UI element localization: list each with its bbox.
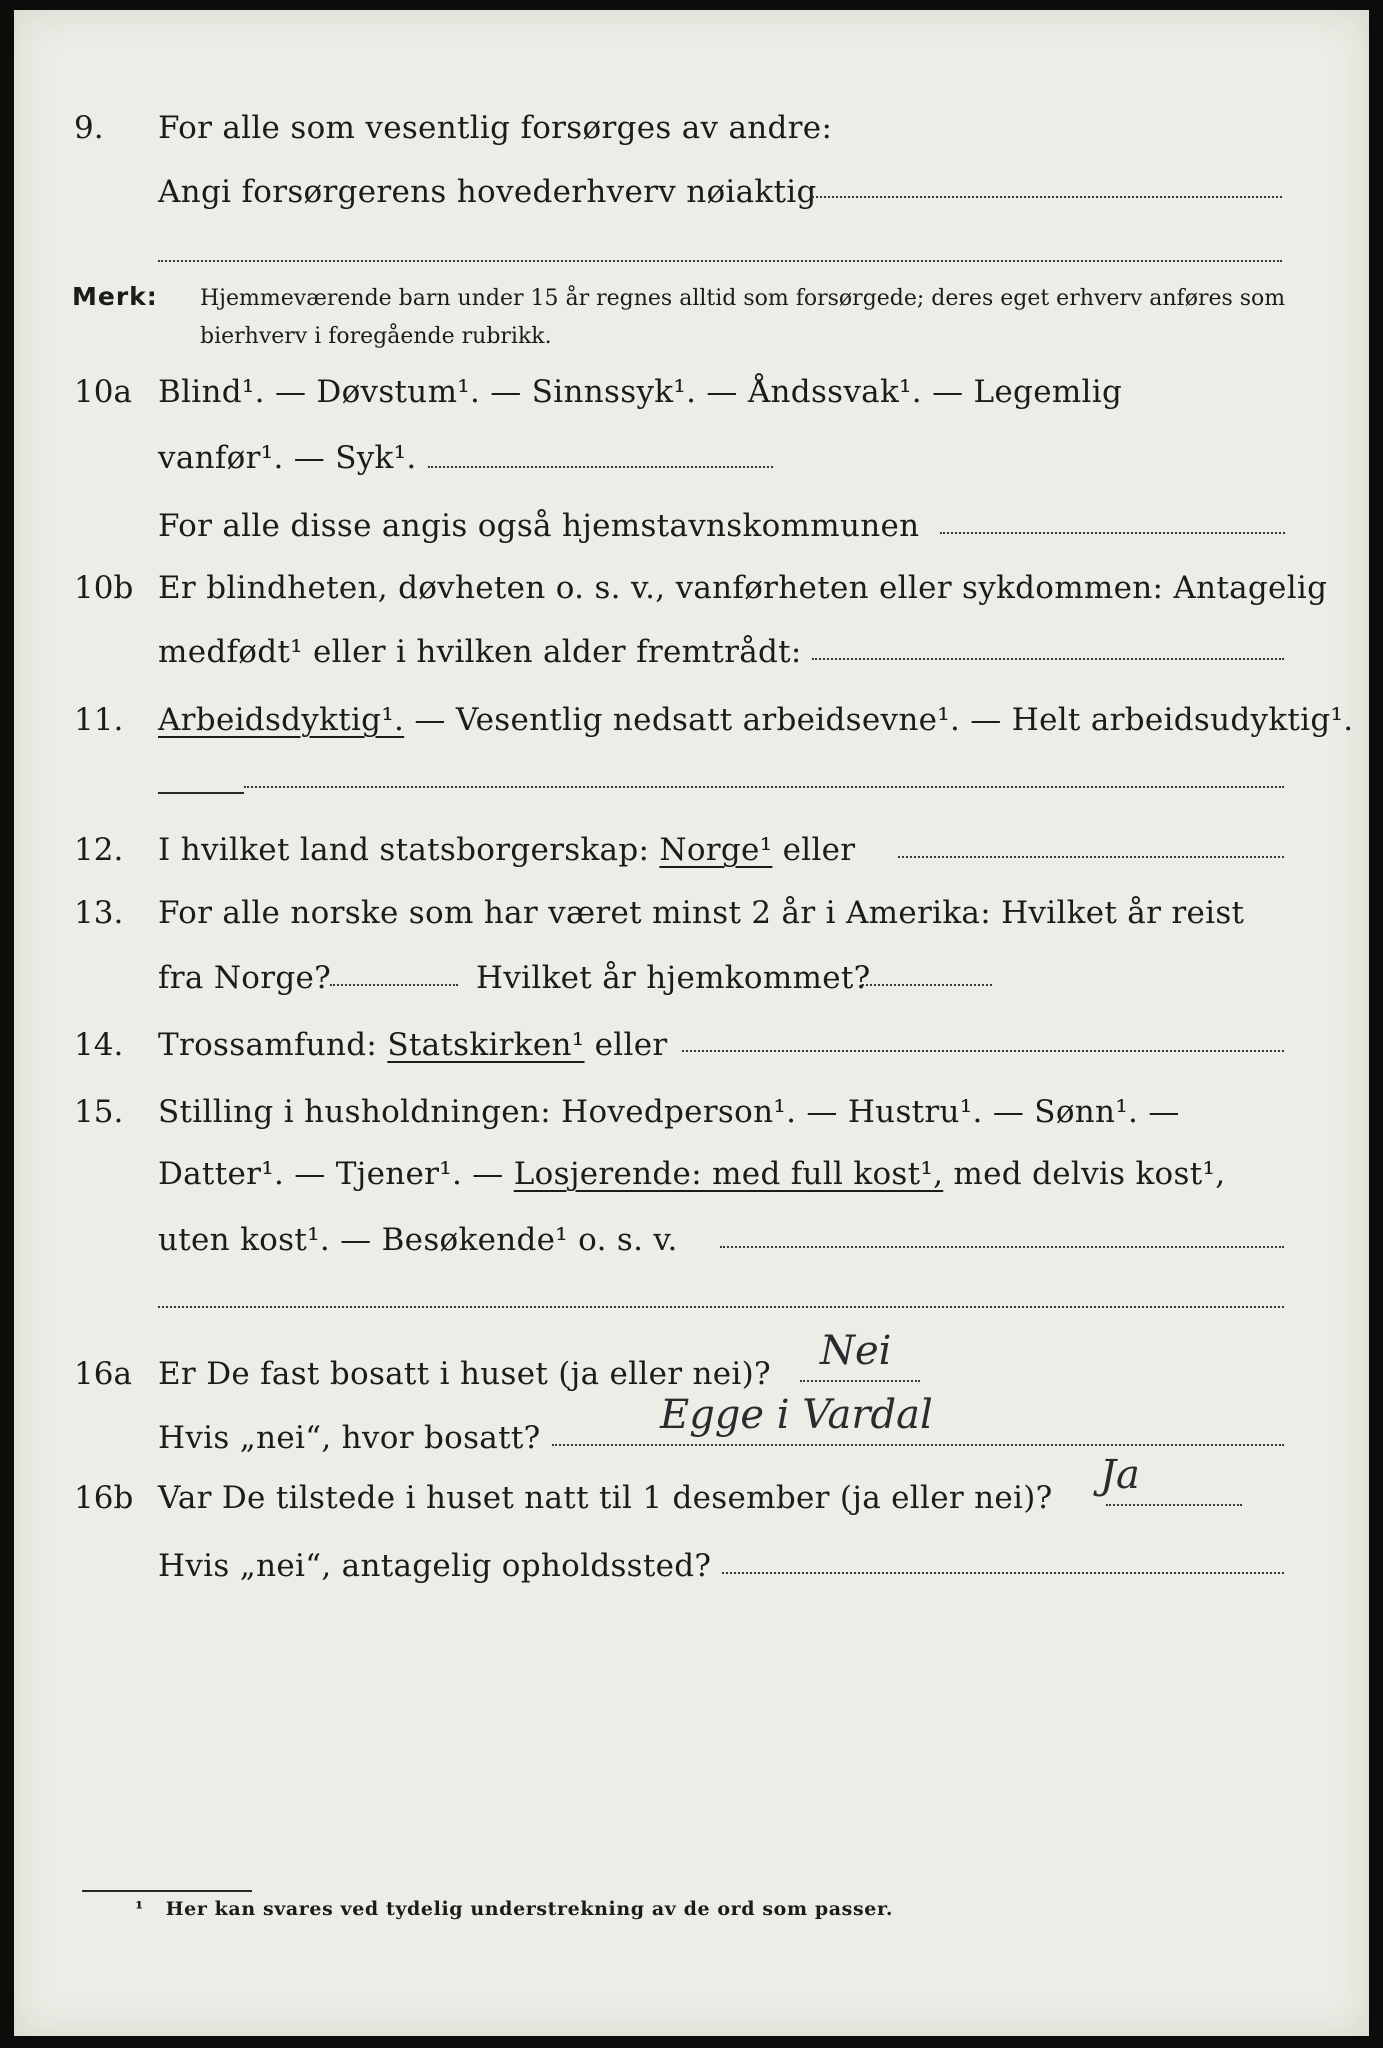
q16a-answer1-line	[800, 1380, 920, 1382]
q16b-line2: Hvis „nei“, antagelig opholdssted?	[158, 1548, 712, 1584]
q15-delvis-kost: med delvis kost¹,	[953, 1156, 1226, 1192]
q14-eller: eller	[594, 1027, 668, 1063]
q16a-line1: Er De fast bosatt i huset (ja eller nei)?	[158, 1356, 771, 1392]
q11-number: 11.	[74, 702, 124, 738]
footnote-text: Her kan svares ved tydelig understrekning av de ord som passer.	[165, 1898, 894, 1920]
q12-answer-line	[898, 856, 1284, 858]
q14-question: Trossamfund:	[158, 1027, 378, 1063]
q11-selected-option[interactable]: Arbeidsdyktig¹.	[158, 702, 405, 738]
q9-number: 9.	[74, 110, 104, 146]
q16b-answer1-line	[1106, 1504, 1242, 1506]
q16b-line1: Var De tilstede i huset natt til 1 desember (ja eller nei)?	[158, 1480, 1053, 1516]
q16a-line2: Hvis „nei“, hvor bosatt?	[158, 1420, 541, 1456]
q16a-handwritten-answer2: Egge i Vardal	[660, 1392, 933, 1438]
q15-line3: uten kost¹. — Besøkende¹ o. s. v.	[158, 1222, 678, 1258]
q11-other-options: — Vesentlig nedsatt arbeidsevne¹. — Helt arbeidsudyktig¹.	[414, 702, 1354, 738]
merk-label: Merk:	[72, 282, 158, 311]
q13-reist-line	[330, 984, 458, 986]
q16b-answer2-line	[722, 1572, 1284, 1574]
q15-number: 15.	[74, 1094, 124, 1130]
footnote	[135, 1898, 893, 1920]
q14-line	[158, 1025, 668, 1065]
q11-extra-line	[244, 786, 1284, 788]
q15-line2	[158, 1154, 1225, 1194]
q12-number: 12.	[74, 832, 124, 868]
q15-line1: Stilling i husholdningen: Hovedperson¹. — Hustru¹. — Sønn¹. —	[158, 1094, 1180, 1130]
q11-line	[158, 700, 1353, 740]
q16a-handwritten-answer1: Nei	[820, 1328, 892, 1374]
q11-dash	[158, 792, 244, 794]
q10a-answer-line	[428, 466, 773, 468]
q15-extra-line	[158, 1306, 1284, 1308]
q15-datter-tjener: Datter¹. — Tjener¹. —	[158, 1156, 504, 1192]
q9-line2: Angi forsørgerens hovederhverv nøiaktig	[158, 174, 817, 210]
q10a-line3: For alle disse angis også hjemstavnskommunen	[158, 508, 920, 544]
q13-line2a: fra Norge?	[158, 960, 332, 996]
q16a-number: 16a	[74, 1356, 132, 1392]
q10a-line1: Blind¹. — Døvstum¹. — Sinnssyk¹. — Åndssvak¹. — Legemlig	[158, 374, 1123, 410]
q16a-answer2-line	[552, 1444, 1284, 1446]
q10b-line2: medfødt¹ eller i hvilken alder fremtrådt:	[158, 634, 802, 670]
q13-line2b: Hvilket år hjemkommet?	[476, 960, 871, 996]
q9-line1: For alle som vesentlig forsørges av andre:	[158, 110, 833, 146]
q10b-answer-line	[812, 658, 1284, 660]
q10a-number: 10a	[74, 374, 132, 410]
q10a-line2: vanfør¹. — Syk¹.	[158, 440, 417, 476]
q13-hjemkommet-line	[862, 984, 992, 986]
footnote-divider	[82, 1890, 252, 1892]
q12-eller: eller	[782, 832, 856, 868]
q16b-number: 16b	[74, 1480, 134, 1516]
q14-selected-option[interactable]: Statskirken¹	[387, 1027, 585, 1063]
q14-number: 14.	[74, 1027, 124, 1063]
q13-line1: For alle norske som har været minst 2 år i Amerika: Hvilket år reist	[158, 895, 1245, 931]
q16b-handwritten-answer1: Ja	[1100, 1452, 1140, 1498]
q12-question: I hvilket land statsborgerskap:	[158, 832, 650, 868]
footnote-mark: ¹	[135, 1898, 144, 1920]
q10b-line1: Er blindheten, døvheten o. s. v., vanførheten eller sykdommen: Antagelig	[158, 570, 1328, 606]
q9-extra-line	[158, 260, 1282, 262]
q15-answer-line	[720, 1246, 1284, 1248]
q15-selected-option[interactable]: Losjerende: med full kost¹,	[513, 1156, 944, 1192]
q14-answer-line	[682, 1050, 1284, 1052]
q9-answer-line	[812, 196, 1282, 198]
q13-number: 13.	[74, 895, 124, 931]
q12-line	[158, 830, 855, 870]
merk-text: Hjemmeværende barn under 15 år regnes alltid som forsørgede; deres eget erhverv anføres som bierhverv i foregående rubrikk.	[200, 286, 1286, 349]
q10a-hjemstavn-line	[940, 532, 1285, 534]
q10b-number: 10b	[74, 570, 134, 606]
q12-selected-option[interactable]: Norge¹	[659, 832, 773, 868]
